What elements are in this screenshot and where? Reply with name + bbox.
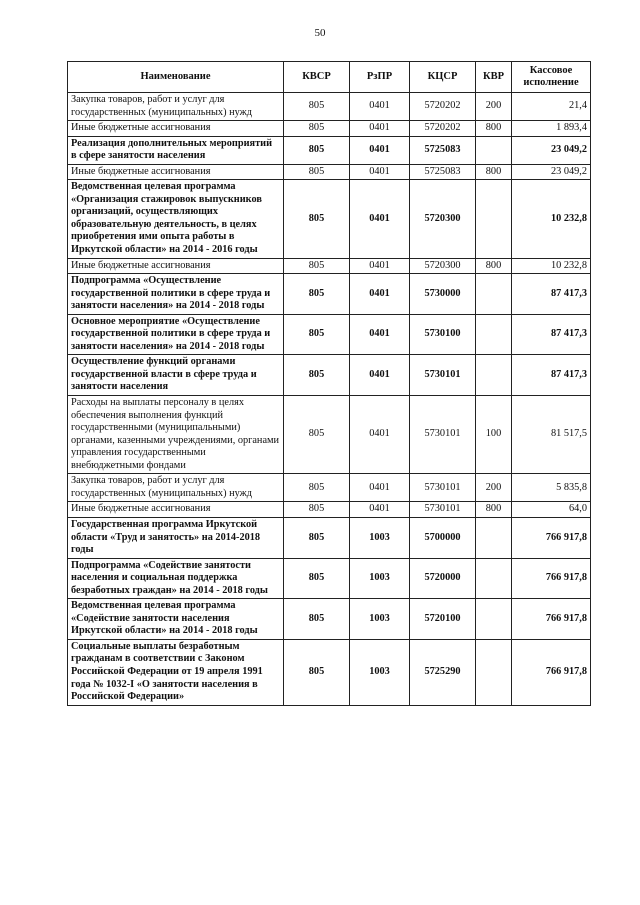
cell-rzpr: 1003 [350, 599, 410, 640]
cell-kvr [476, 599, 512, 640]
table-row [68, 314, 591, 355]
table-row [68, 517, 591, 558]
cell-kvsr: 805 [284, 180, 350, 258]
cell-name: Реализация дополнительных мероприятий в сфере занятости населения [68, 136, 284, 164]
table-row [68, 396, 591, 474]
cell-name: Ведомственная целевая программа «Организация стажировок выпускников организаций, осуществляющих образовательную деятельность, в целях приобретения ими опыта работы в Иркутской области» на 2014 - 2016 годы [68, 180, 284, 258]
cell-kvr: 100 [476, 396, 512, 474]
cell-amount: 87 417,3 [512, 274, 591, 315]
table-row [68, 558, 591, 599]
cell-kvr [476, 314, 512, 355]
table-row [68, 164, 591, 180]
cell-kcsr: 5720300 [410, 180, 476, 258]
cell-kvr [476, 274, 512, 315]
cell-kcsr: 5730000 [410, 274, 476, 315]
cell-rzpr: 0401 [350, 355, 410, 396]
cell-kvsr: 805 [284, 639, 350, 705]
cell-amount: 23 049,2 [512, 164, 591, 180]
cell-rzpr: 0401 [350, 121, 410, 137]
cell-name: Закупка товаров, работ и услуг для государственных (муниципальных) нужд [68, 93, 284, 121]
cell-kcsr: 5730101 [410, 396, 476, 474]
table-row [68, 121, 591, 137]
cell-rzpr: 1003 [350, 639, 410, 705]
cell-kvr [476, 136, 512, 164]
cell-kvr [476, 639, 512, 705]
table-row [68, 599, 591, 640]
cell-kvr: 800 [476, 502, 512, 518]
cell-amount: 21,4 [512, 93, 591, 121]
cell-kvsr: 805 [284, 502, 350, 518]
header-kcsr: КЦСР [410, 62, 476, 93]
cell-amount: 766 917,8 [512, 517, 591, 558]
cell-kcsr: 5730100 [410, 314, 476, 355]
cell-name: Расходы на выплаты персоналу в целях обеспечения выполнения функций государственными (муниципальными) органами, казенными учреждениями, органами управления государственными внебюджетными фондами [68, 396, 284, 474]
cell-kvsr: 805 [284, 258, 350, 274]
cell-kvsr: 805 [284, 274, 350, 315]
table-row [68, 93, 591, 121]
cell-kvr: 800 [476, 258, 512, 274]
budget-execution-table [67, 61, 591, 706]
header-kvr: КВР [476, 62, 512, 93]
cell-amount: 87 417,3 [512, 355, 591, 396]
cell-rzpr: 0401 [350, 164, 410, 180]
cell-kvr: 800 [476, 164, 512, 180]
cell-kvr: 200 [476, 93, 512, 121]
cell-amount: 10 232,8 [512, 180, 591, 258]
table-row [68, 502, 591, 518]
cell-kcsr: 5720100 [410, 599, 476, 640]
cell-kvr: 200 [476, 474, 512, 502]
cell-name: Ведомственная целевая программа «Содействие занятости населения Иркутской области» на 2014 - 2018 годы [68, 599, 284, 640]
cell-amount: 1 893,4 [512, 121, 591, 137]
cell-name: Подпрограмма «Содействие занятости населения и социальная поддержка безработных граждан» на 2014 - 2018 годы [68, 558, 284, 599]
cell-kcsr: 5725083 [410, 164, 476, 180]
cell-kvsr: 805 [284, 164, 350, 180]
cell-name: Иные бюджетные ассигнования [68, 164, 284, 180]
cell-kcsr: 5700000 [410, 517, 476, 558]
table-row [68, 639, 591, 705]
cell-amount: 766 917,8 [512, 599, 591, 640]
table-row [68, 355, 591, 396]
cell-kcsr: 5720202 [410, 121, 476, 137]
cell-amount: 766 917,8 [512, 639, 591, 705]
cell-rzpr: 1003 [350, 517, 410, 558]
cell-rzpr: 0401 [350, 136, 410, 164]
table-row [68, 180, 591, 258]
cell-amount: 87 417,3 [512, 314, 591, 355]
cell-rzpr: 0401 [350, 314, 410, 355]
cell-rzpr: 0401 [350, 396, 410, 474]
header-rzpr: РзПР [350, 62, 410, 93]
page-number: 50 [314, 27, 326, 39]
cell-rzpr: 0401 [350, 93, 410, 121]
cell-name: Иные бюджетные ассигнования [68, 258, 284, 274]
cell-kvsr: 805 [284, 314, 350, 355]
cell-kcsr: 5730101 [410, 502, 476, 518]
table-row [68, 258, 591, 274]
cell-kvsr: 805 [284, 517, 350, 558]
cell-kvr [476, 558, 512, 599]
cell-rzpr: 0401 [350, 502, 410, 518]
cell-name: Государственная программа Иркутской области «Труд и занятость» на 2014-2018 годы [68, 517, 284, 558]
header-amount: Кассовое исполнение [512, 62, 591, 93]
cell-kcsr: 5725083 [410, 136, 476, 164]
cell-kvr: 800 [476, 121, 512, 137]
cell-rzpr: 0401 [350, 180, 410, 258]
cell-kvsr: 805 [284, 396, 350, 474]
cell-rzpr: 0401 [350, 474, 410, 502]
cell-rzpr: 0401 [350, 274, 410, 315]
table-row [68, 274, 591, 315]
cell-kvsr: 805 [284, 558, 350, 599]
cell-amount: 766 917,8 [512, 558, 591, 599]
cell-kvr [476, 180, 512, 258]
table-row [68, 136, 591, 164]
cell-kvsr: 805 [284, 599, 350, 640]
cell-name: Подпрограмма «Осуществление государственной политики в сфере труда и занятости населения» на 2014 - 2018 годы [68, 274, 284, 315]
cell-kcsr: 5720202 [410, 93, 476, 121]
cell-name: Закупка товаров, работ и услуг для государственных (муниципальных) нужд [68, 474, 284, 502]
cell-name: Осуществление функций органами государственной власти в сфере труда и занятости населения [68, 355, 284, 396]
cell-amount: 64,0 [512, 502, 591, 518]
cell-kvr [476, 355, 512, 396]
cell-name: Иные бюджетные ассигнования [68, 502, 284, 518]
cell-kcsr: 5730101 [410, 474, 476, 502]
cell-amount: 5 835,8 [512, 474, 591, 502]
header-kvsr: КВСР [284, 62, 350, 93]
cell-kcsr: 5720300 [410, 258, 476, 274]
header-name: Наименование [68, 62, 284, 93]
cell-name: Основное мероприятие «Осуществление государственной политики в сфере труда и занятости населения» на 2014 - 2018 годы [68, 314, 284, 355]
cell-kvsr: 805 [284, 474, 350, 502]
cell-kcsr: 5730101 [410, 355, 476, 396]
cell-rzpr: 0401 [350, 258, 410, 274]
cell-kvsr: 805 [284, 136, 350, 164]
cell-kvr [476, 517, 512, 558]
cell-kcsr: 5720000 [410, 558, 476, 599]
cell-amount: 10 232,8 [512, 258, 591, 274]
table-body [68, 93, 591, 706]
table-header-row [68, 62, 591, 93]
cell-name: Социальные выплаты безработным гражданам в соответствии с Законом Российской Федерации от 19 апреля 1991 года № 1032-I «О занятости населения в Российской Федерации» [68, 639, 284, 705]
table-row [68, 474, 591, 502]
cell-kvsr: 805 [284, 121, 350, 137]
cell-kvsr: 805 [284, 355, 350, 396]
cell-amount: 23 049,2 [512, 136, 591, 164]
cell-amount: 81 517,5 [512, 396, 591, 474]
cell-name: Иные бюджетные ассигнования [68, 121, 284, 137]
cell-kvsr: 805 [284, 93, 350, 121]
cell-kcsr: 5725290 [410, 639, 476, 705]
cell-rzpr: 1003 [350, 558, 410, 599]
